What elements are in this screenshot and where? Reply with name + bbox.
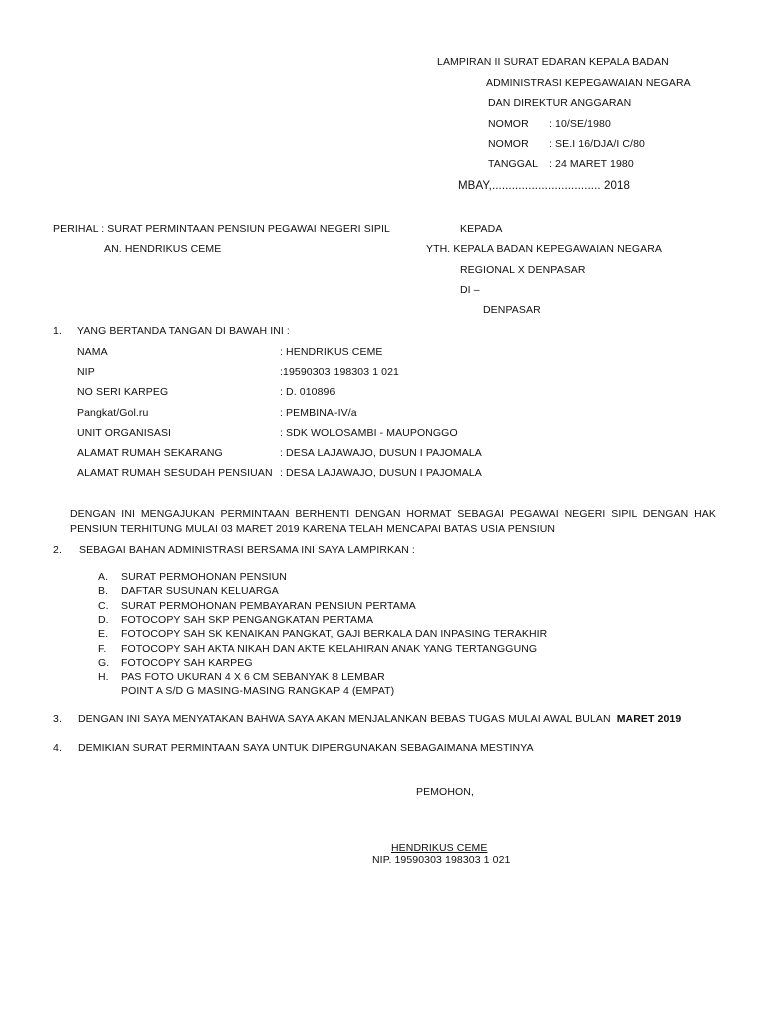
field-label: NO SERI KARPEG [77, 386, 169, 398]
item-text: SURAT PERMOHONAN PENSIUN [121, 571, 287, 583]
kepada-label: KEPADA [460, 223, 503, 235]
section2-number: 2. [53, 544, 62, 556]
ref-value: : 10/SE/1980 [549, 118, 611, 130]
field-label: ALAMAT RUMAH SESUDAH PENSIUAN [77, 467, 273, 479]
section3-line [78, 713, 681, 725]
item-letter: H. [98, 671, 109, 683]
section1-title: YANG BERTANDA TANGAN DI BAWAH INI : [77, 325, 290, 337]
item-text: FOTOCOPY SAH SKP PENGANGKATAN PERTAMA [121, 614, 374, 626]
section3-date: MARET 2019 [616, 713, 682, 725]
header-line2: ADMINISTRASI KEPEGAWAIAN NEGARA [486, 77, 691, 89]
kepada-regional: REGIONAL X DENPASAR [460, 264, 586, 276]
item-letter: F. [98, 643, 107, 655]
item-letter: G. [98, 657, 110, 669]
item-letter: A. [98, 571, 109, 583]
field-value: : DESA LAJAWAJO, DUSUN I PAJOMALA [280, 447, 482, 459]
section3-number: 3. [53, 713, 62, 725]
perihal-line1: PERIHAL : SURAT PERMINTAAN PENSIUN PEGAWAI NEGERI SIPIL [53, 223, 390, 235]
signature-nip: NIP. 19590303 198303 1 021 [372, 854, 511, 866]
kepada-yth: YTH. KEPALA BADAN KEPEGAWAIAN NEGARA [426, 243, 663, 255]
ref-label: NOMOR [488, 138, 529, 150]
item-text: FOTOCOPY SAH KARPEG [121, 657, 253, 669]
item-text: DAFTAR SUSUNAN KELUARGA [121, 585, 279, 597]
field-label: ALAMAT RUMAH SEKARANG [77, 447, 223, 459]
item-letter: B. [98, 585, 109, 597]
field-label: UNIT ORGANISASI [77, 427, 172, 439]
item-letter: D. [98, 614, 109, 626]
field-value: : PEMBINA-IV/a [280, 407, 357, 419]
field-value: : D. 010896 [280, 386, 336, 398]
item-text: SURAT PERMOHONAN PEMBAYARAN PENSIUN PERTAMA [121, 600, 416, 612]
ref-value: : SE.I 16/DJA/I C/80 [549, 138, 645, 150]
item-letter: C. [98, 600, 109, 612]
perihal-line2: AN. HENDRIKUS CEME [104, 243, 222, 255]
field-label: Pangkat/Gol.ru [77, 407, 149, 419]
place-date: MBAY,................................. 2018 [458, 180, 630, 192]
request-paragraph: DENGAN INI MENGAJUKAN PERMINTAAN BERHENTI DENGAN HORMAT SEBAGAI PEGAWAI NEGERI SIPIL DENGAN HAK PENSIUN TERHITUNG MULAI 03 MARET 2019 KARENA TELAH MENCAPAI BATAS USIA PENSIUN [70, 508, 716, 535]
field-label: NAMA [77, 346, 108, 358]
attachments-note: POINT A S/D G MASING-MASING RANGKAP 4 (EMPAT) [121, 685, 395, 697]
section3-text: DENGAN INI SAYA MENYATAKAN BAHWA SAYA AKAN MENJALANKAN BEBAS TUGAS MULAI AWAL BULAN [78, 713, 611, 725]
kepada-city: DENPASAR [483, 304, 541, 316]
item-text: PAS FOTO UKURAN 4 X 6 CM SEBANYAK 8 LEMBAR [121, 671, 385, 683]
section1-number: 1. [53, 325, 62, 337]
field-value: :19590303 198303 1 021 [280, 366, 399, 378]
section4-number: 4. [53, 742, 62, 754]
field-value: : HENDRIKUS CEME [280, 346, 383, 358]
item-letter: E. [98, 628, 109, 640]
item-text: FOTOCOPY SAH AKTA NIKAH DAN AKTE KELAHIRAN ANAK YANG TERTANGGUNG [121, 643, 538, 655]
signature-label: PEMOHON, [416, 786, 474, 798]
ref-value: : 24 MARET 1980 [549, 158, 634, 170]
header-line3: DAN DIREKTUR ANGGARAN [488, 97, 632, 109]
item-text: FOTOCOPY SAH SK KENAIKAN PANGKAT, GAJI BERKALA DAN INPASING TERAKHIR [121, 628, 548, 640]
header-lampiran: LAMPIRAN II SURAT EDARAN KEPALA BADAN [437, 56, 669, 68]
field-value: : DESA LAJAWAJO, DUSUN I PAJOMALA [280, 467, 482, 479]
field-label: NIP [77, 366, 95, 378]
ref-label: TANGGAL [488, 158, 539, 170]
kepada-di: DI – [460, 284, 480, 296]
signature-name: HENDRIKUS CEME [391, 842, 488, 854]
section2-title: SEBAGAI BAHAN ADMINISTRASI BERSAMA INI SAYA LAMPIRKAN : [79, 544, 415, 556]
section4-text: DEMIKIAN SURAT PERMINTAAN SAYA UNTUK DIPERGUNAKAN SEBAGAIMANA MESTINYA [78, 742, 534, 754]
field-value: : SDK WOLOSAMBI - MAUPONGGO [280, 427, 458, 439]
ref-label: NOMOR [488, 118, 529, 130]
